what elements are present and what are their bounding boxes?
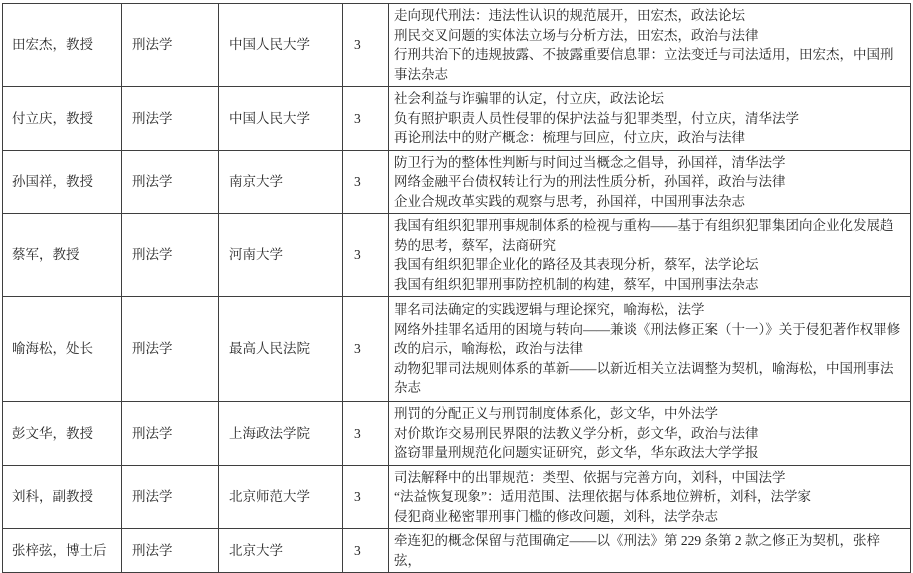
institution-cell: 南京大学 (219, 150, 343, 214)
discipline-cell: 刑法学 (122, 402, 219, 466)
publication-entry: 盗窃罪量刑规范化问题实证研究，彭文华，华东政法大学学报 (394, 445, 759, 460)
publications-cell (389, 4, 911, 87)
institution-cell: 中国人民大学 (219, 87, 343, 151)
publication-count-cell: 3 (343, 402, 389, 466)
publication-count-cell: 3 (343, 465, 389, 529)
publications-cell (389, 402, 911, 466)
publication-entry: 走向现代刑法：违法性认识的规范展开，田宏杰，政法论坛 (394, 8, 745, 23)
table-row (3, 529, 911, 573)
publication-count-cell: 3 (343, 297, 389, 402)
institution-cell: 河南大学 (219, 214, 343, 297)
institution-cell: 北京师范大学 (219, 465, 343, 529)
table-row (3, 150, 911, 214)
publications-cell (389, 214, 911, 297)
publication-entry: 对价欺诈交易刑民界限的法教义学分析，彭文华，政治与法律 (394, 425, 759, 441)
scholar-name-cell: 喻海松，处长 (3, 297, 122, 402)
publication-entry: 我国有组织犯罪刑事防控机制的构建，蔡军，中国刑事法杂志 (394, 276, 759, 292)
publication-entry: 企业合规改革实践的观察与思考，孙国祥，中国刑事法杂志 (394, 193, 745, 209)
discipline-cell: 刑法学 (122, 87, 219, 151)
publication-count-cell: 3 (343, 4, 389, 87)
publication-entry: 行刑共治下的违规披露、不披露重要信息罪：立法变迁与司法适用，田宏杰，中国刑事法杂志 (394, 47, 894, 82)
discipline-cell: 刑法学 (122, 529, 219, 573)
publication-entry: 社会利益与诈骗罪的认定，付立庆，政法论坛 (394, 91, 664, 106)
table-body (3, 4, 911, 573)
scholar-name-cell: 付立庆，教授 (3, 87, 122, 151)
publication-entry: 司法解释中的出罪规范：类型、依据与完善方向，刘科，中国法学 (394, 469, 786, 485)
publication-entry: 负有照护职责人员性侵罪的保护法益与犯罪类型，付立庆，清华法学 (394, 110, 799, 126)
table-row (3, 214, 911, 297)
publication-count-cell: 3 (343, 87, 389, 151)
table-row (3, 465, 911, 529)
table-row (3, 402, 911, 466)
table-row (3, 87, 911, 151)
scholar-name-cell: 田宏杰，教授 (3, 4, 122, 87)
publication-entry: 再论刑法中的财产概念：梳理与回应，付立庆，政治与法律 (394, 130, 745, 145)
publication-count-cell: 3 (343, 214, 389, 297)
institution-cell: 北京大学 (219, 529, 343, 573)
publication-entry: 刑民交叉问题的实体法立场与分析方法，田宏杰，政治与法律 (394, 27, 759, 43)
table-row (3, 297, 911, 402)
publication-count-cell: 3 (343, 529, 389, 573)
publication-entry: 我国有组织犯罪企业化的路径及其表现分析，蔡军，法学论坛 (394, 257, 759, 272)
publication-entry: 网络外挂罪名适用的困境与转向——兼谈《刑法修正案（十一）》关于侵犯著作权罪修改的启示，喻海松，政治与法律 (394, 321, 901, 357)
table-row (3, 4, 911, 87)
scholar-name-cell: 蔡军，教授 (3, 214, 122, 297)
institution-cell: 最高人民法院 (219, 297, 343, 402)
institution-cell: 上海政法学院 (219, 402, 343, 466)
discipline-cell: 刑法学 (122, 150, 219, 214)
publication-entry: 侵犯商业秘密罪刑事门槛的修改问题，刘科，法学杂志 (394, 508, 718, 524)
publications-cell (389, 465, 911, 529)
scholar-publications-table (2, 3, 911, 573)
publication-entry: 网络金融平台债权转让行为的刑法性质分析，孙国祥，政治与法律 (394, 174, 786, 189)
publications-cell (389, 529, 911, 573)
discipline-cell: 刑法学 (122, 4, 219, 87)
scholar-name-cell: 张梓弦，博士后 (3, 529, 122, 573)
publications-cell (389, 87, 911, 151)
scholar-name-cell: 孙国祥，教授 (3, 150, 122, 214)
publication-entry: 牵连犯的概念保留与范围确定——以《刑法》第 229 条第 2 款之修正为契机，张梓弦， (394, 533, 880, 568)
publication-entry: 动物犯罪司法规则体系的革新——以新近相关立法调整为契机，喻海松，中国刑事法杂志 (394, 360, 894, 396)
discipline-cell: 刑法学 (122, 297, 219, 402)
discipline-cell: 刑法学 (122, 465, 219, 529)
publication-count-cell: 3 (343, 150, 389, 214)
discipline-cell: 刑法学 (122, 214, 219, 297)
publications-cell (389, 297, 911, 402)
publication-entry: 防卫行为的整体性判断与时间过当概念之倡导，孙国祥，清华法学 (394, 154, 786, 170)
scholar-name-cell: 刘科，副教授 (3, 465, 122, 529)
institution-cell: 中国人民大学 (219, 4, 343, 87)
publication-entry: 我国有组织犯罪刑事规制体系的检视与重构——基于有组织犯罪集团向企业化发展趋势的思考，蔡军，法商研究 (394, 218, 894, 253)
scholar-name-cell: 彭文华，教授 (3, 402, 122, 466)
publication-entry: 刑罚的分配正义与刑罚制度体系化，彭文华，中外法学 (394, 406, 718, 421)
publications-cell (389, 150, 911, 214)
publication-entry: 罪名司法确定的实践逻辑与理论探究，喻海松，法学 (394, 302, 705, 318)
publication-entry: “法益恢复现象”：适用范围、法理依据与体系地位辨析，刘科，法学家 (394, 489, 811, 504)
